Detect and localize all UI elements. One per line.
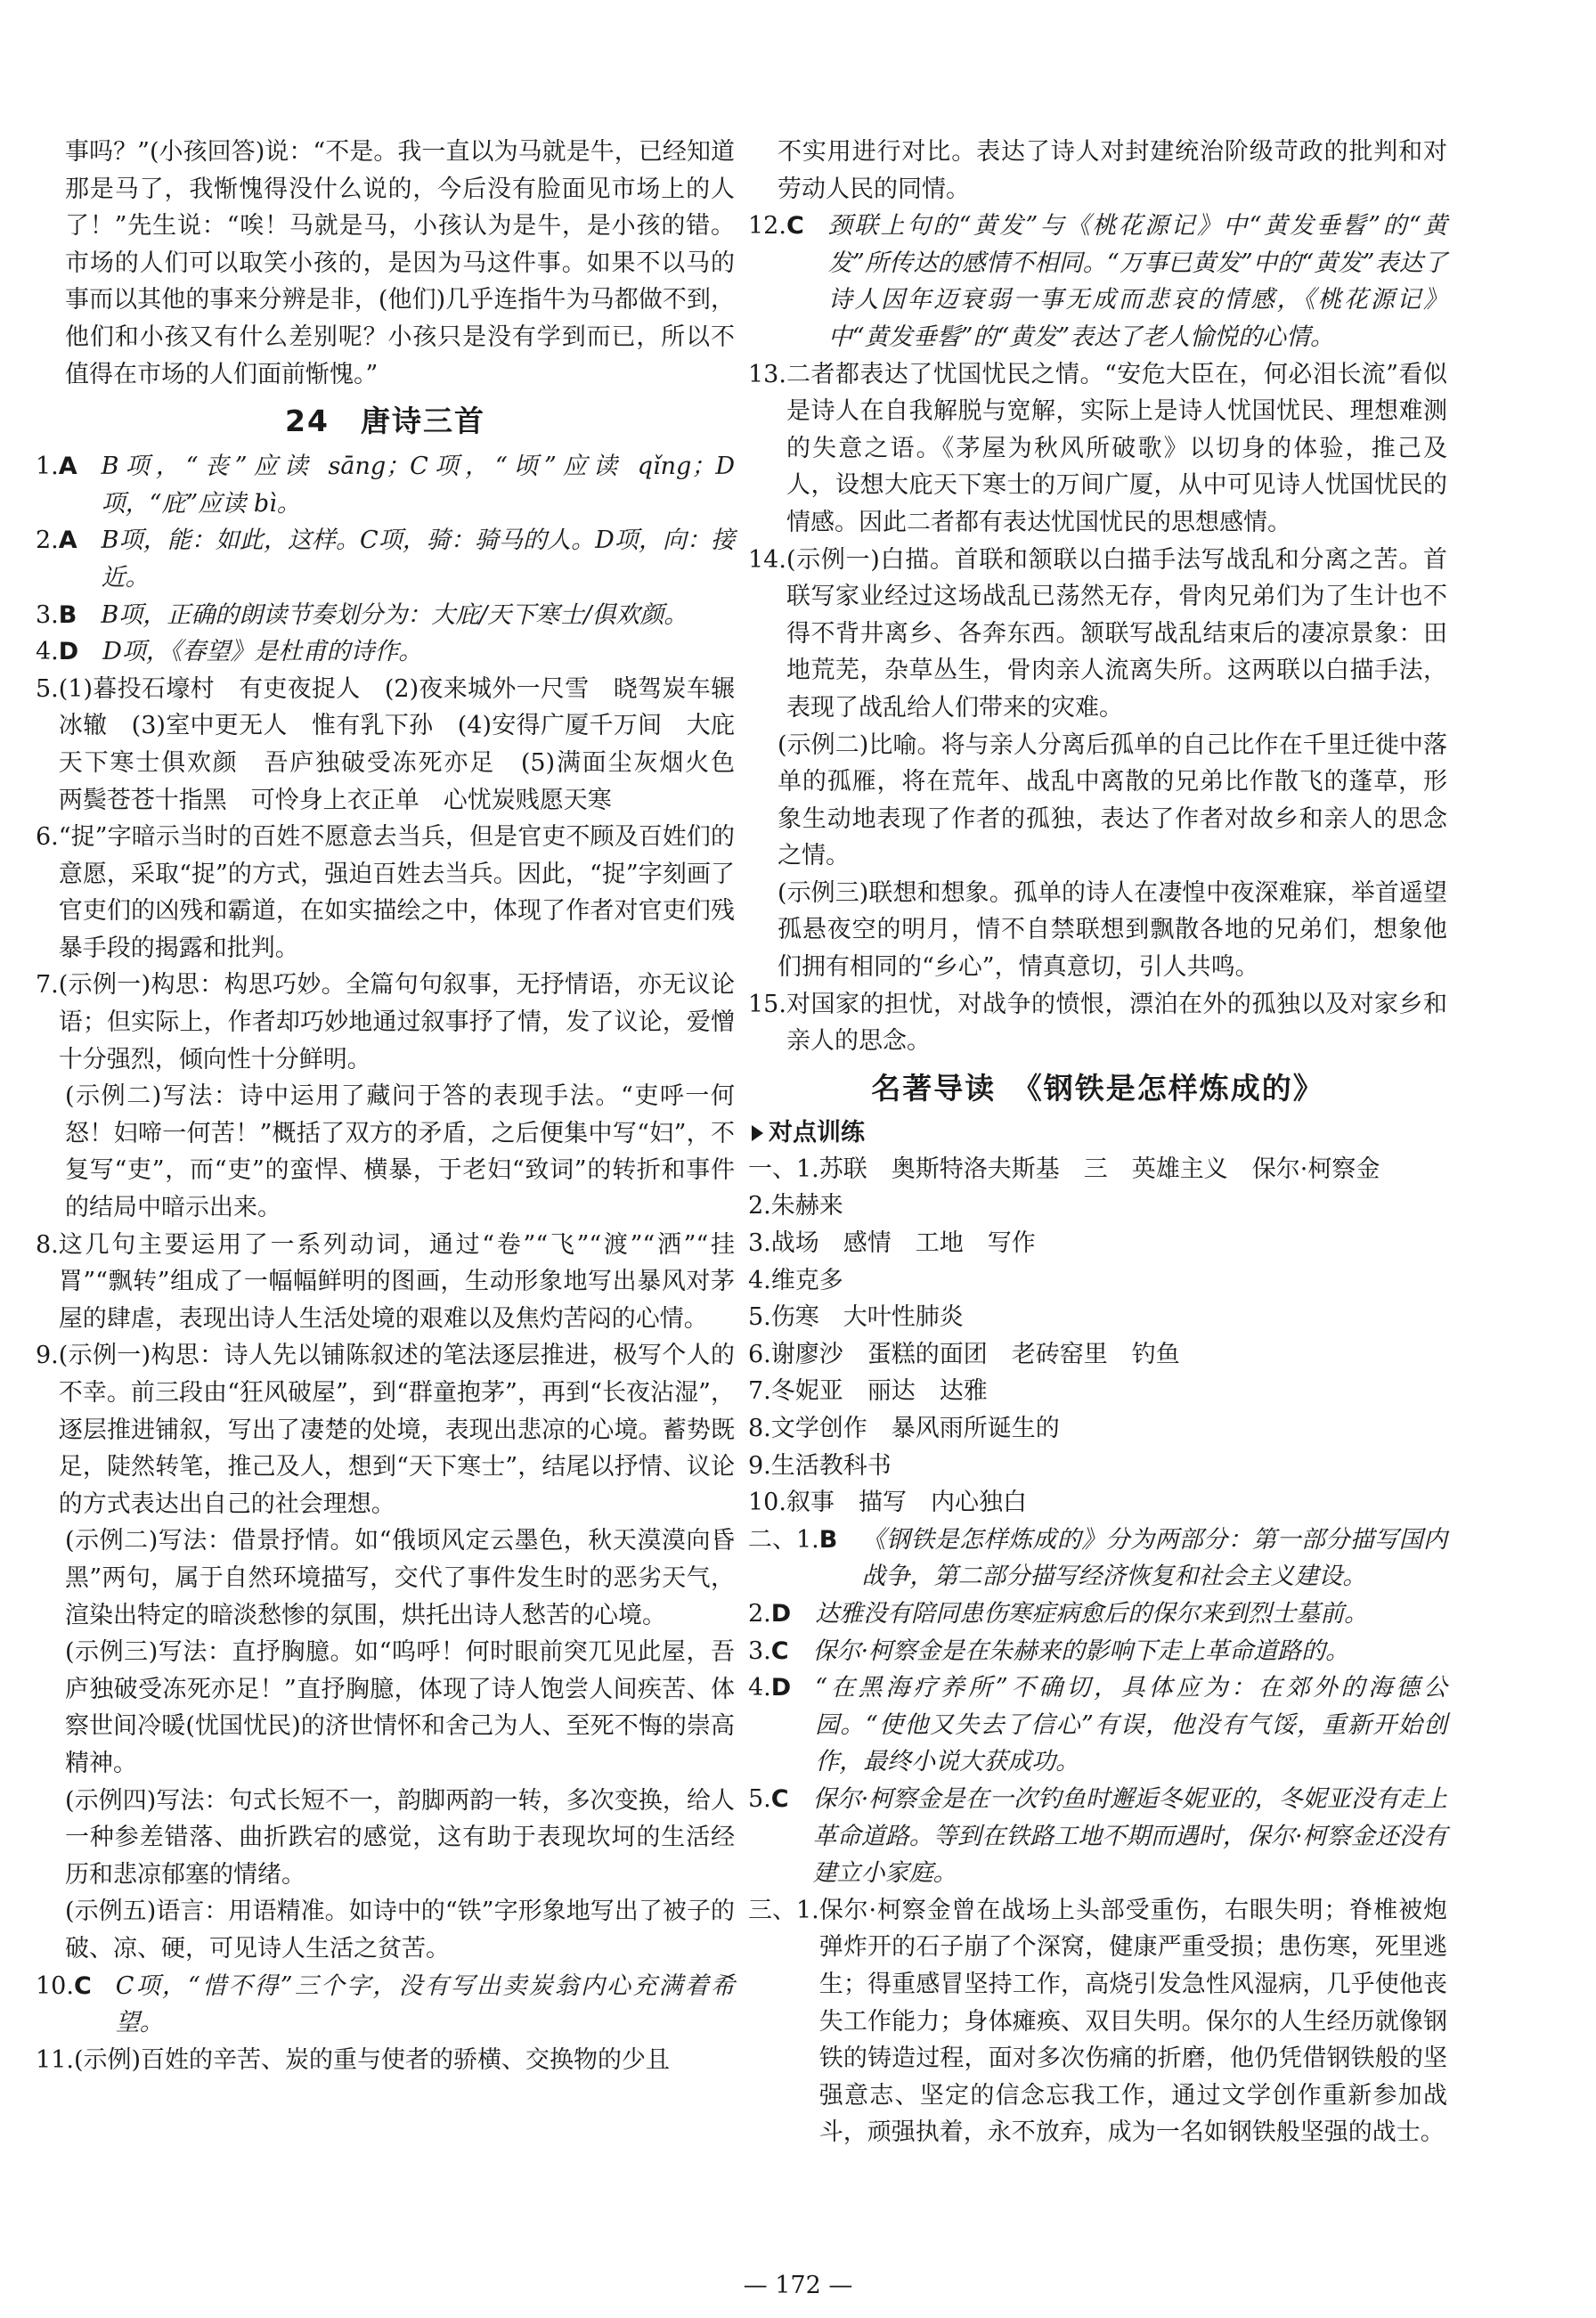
right-column: [748, 134, 1447, 2151]
fill-item: 一、1. 苏联 奥斯特洛夫斯基 三 英雄主义 保尔·柯察金: [748, 1155, 1380, 1183]
translation-paragraph: 事吗？”(小孩回答)说：“不是。我一直以为马就是牛，已经知道那是马了，我惭愧得没什么说的，今后没有脸面见市场上的人了！”先生说：“唉！马就是马，小孩认为是牛，是小孩的错。市场的人们可以取笑小孩的，是因为马这件事。如果不以马的事而以其他的事来分辨是非，(他们)几乎连指牛为马都做不到，他们和小孩又有什么差别呢？小孩只是没有学到而已，所以不值得在市场的人们面前惭愧。”: [65, 138, 735, 388]
fill-item: 8. 文学创作 暴风雨所诞生的: [748, 1415, 1060, 1442]
section-title-classic-reading: 名著导读 《钢铁是怎样炼成的》: [871, 1070, 1324, 1106]
continued-paragraph: 不实用进行对比。表达了诗人对封建统治阶级苛政的批判和对劳动人民的同情。: [778, 138, 1447, 203]
section-title-tang-poems: 24 唐诗三首: [285, 404, 485, 439]
fill-item: 9. 生活教科书: [748, 1451, 892, 1480]
example-paragraph: (示例二)比喻。将与亲人分离后孤单的自己比作在千里迁徙中落单的孤雁，将在荒年、战乱中离散的兄弟比作散飞的蓬草，形象生动地表现了作者的孤独，表达了作者对故乡和亲人的思念之情。: [778, 730, 1447, 870]
essay-item: 三、1. 保尔·柯察金曾在战场上头部受重伤，右眼失明；脊椎被炮弹炸开的石子崩了个深窝，健康严重受损；患伤寒，死里逃生；得重感冒坚持工作，高烧引发急性风湿病，几乎使他丧失工作能力；身体瘫痪、双目失明。保尔的人生经历就像钢铁的铸造过程，面对多次伤痛的折磨，他仍凭借钢铁般的坚强意志、坚定的信念忘我工作，通过文学创作重新参加战斗，顽强执着，永不放弃，成为一名如钢铁般坚强的战士。: [748, 1896, 1447, 2147]
triangle-bullet-icon: [752, 1125, 763, 1141]
example-paragraph: (示例四)写法：句式长短不一，韵脚两韵一转，多次变换，给人一种参差错落、曲折跌宕的感觉，这有助于表现坎坷的生活经历和悲凉郁塞的情绪。: [65, 1786, 735, 1889]
answer-item-14: 14. (示例一)白描。首联和颔联以白描手法写战乱和分离之苦。首联写家业经过这场战乱已荡然无存，骨肉兄弟们为了生计也不得不背井离乡、各奔东西。颔联写战乱结束后的凄凉景象：田地荒芜，杂草丛生，骨肉亲人流离失所。这两联以白描手法，表现了战乱给人们带来的灾难。: [748, 545, 1447, 722]
example-paragraph: (示例二)写法：借景抒情。如“俄顷风定云墨色，秋天漠漠向昏黑”两句，属于自然环境描写，交代了事件发生时的恶劣天气，渲染出特定的暗淡愁惨的氛围，烘托出诗人愁苦的心境。: [65, 1527, 735, 1629]
example-paragraph: (示例二)写法：诗中运用了藏问于答的表现手法。“吏呼一何怒！妇啼一何苦！”概括了双方的矛盾，之后便集中写“妇”，不复写“吏”，而“吏”的蛮悍、横暴，于老妇“致词”的转折和事件的结局中暗示出来。: [65, 1082, 735, 1222]
choice-item: 二、1.B 《钢铁是怎样炼成的》分为两部分：第一部分描写国内战争，第二部分描写经济恢复和社会主义建设。: [748, 1525, 1447, 1591]
page-number: — 172 —: [743, 2272, 853, 2299]
answer-item-9: 9. (示例一)构思：诗人先以铺陈叙述的笔法逐层推进，极写个人的不幸。前三段由“狂风破屋”，到“群童抱茅”，再到“长夜沾湿”，逐层推进铺叙，写出了凄楚的处境，表现出悲凉的心境。蓄势既足，陡然转笔，推己及人，想到“天下寒士”，结尾以抒情、议论的方式表达出自己的社会理想。: [36, 1342, 735, 1518]
left-column: [36, 134, 759, 2078]
fill-item: 6. 谢廖沙 蛋糕的面团 老砖窑里 钓鱼: [748, 1340, 1180, 1368]
choice-item: 2.D 达雅没有陪同患伤寒症病愈后的保尔来到烈士墓前。: [748, 1599, 1369, 1628]
sub-heading: 对点训练: [748, 1115, 1447, 1151]
choice-item: 5.C 保尔·柯察金是在一次钓鱼时邂逅冬妮亚的，冬妮亚没有走上革命道路。等到在铁路工地不期而遇时，保尔·柯察金还没有建立小家庭。: [748, 1784, 1447, 1888]
fill-item: 10. 叙事 描写 内心独白: [748, 1489, 1027, 1517]
answer-item-1: 1.A B项，“丧”应读 sāng；C项，“顷”应读 qǐng；D项，“庇”应读 bì。: [36, 453, 735, 518]
answer-item-13: 13. 二者都表达了忧国忧民之情。“安危大臣在，何必泪长流”看似是诗人在自我解脱与宽解，实际上是诗人忧国忧民、理想难测的失意之语。《茅屋为秋风所破歌》以切身的体验，推己及人，设想大庇天下寒士的万间广厦，从中可见诗人忧国忧民的情感。因此二者都有表达忧国忧民的思想感情。: [748, 360, 1447, 536]
answer-item-11: 11. (示例)百姓的辛苦、炭的重与使者的骄横、交换物的少且: [36, 2045, 671, 2074]
answer-item-7: 7. (示例一)构思：构思巧妙。全篇句句叙事，无抒情语，亦无议论语；但实际上，作者却巧妙地通过叙事抒了情，发了议论，爱憎十分强烈，倾向性十分鲜明。: [36, 971, 735, 1073]
fill-item: 2. 朱赫来: [748, 1192, 843, 1220]
fill-item: 4. 维克多: [748, 1266, 843, 1294]
answer-item-4: 4.D D项，《春望》是杜甫的诗作。: [36, 638, 423, 666]
answer-item-3: 3.B B项，正确的朗读节奏划分为：大庇/天下寒士/俱欢颜。: [36, 600, 688, 629]
answer-item-10: 10.C C项，“惜不得”三个字，没有写出卖炭翁内心充满着希望。: [36, 1971, 735, 2037]
fill-item: 5. 伤寒 大叶性肺炎: [748, 1303, 964, 1332]
answer-item-12: 12.C 颈联上句的“黄发”与《桃花源记》中“黄发垂髫”的“黄发”所传达的感情不相同。“万事已黄发”中的“黄发”表达了诗人因年迈衰弱一事无成而悲哀的情感，《桃花源记》中“黄发垂髫”的“黄发”表达了老人愉悦的心情。: [748, 212, 1447, 351]
answer-item-2: 2.A B项，能：如此，这样。C项，骑：骑马的人。D项，向：接近。: [36, 526, 735, 592]
answer-item-15: 15. 对国家的担忧，对战争的愤恨，漂泊在外的孤独以及对家乡和亲人的思念。: [748, 990, 1447, 1056]
answer-item-5: 5. (1)暮投石壕村 有吏夜捉人 (2)夜来城外一尺雪 晓驾炭车辗冰辙 (3)室中更无人 惟有乳下孙 (4)安得广厦千万间 大庇天下寒士俱欢颜 吾庐独破受冻死亦足 (5)满面尘灰烟火色 两鬓苍苍十指黑 可怜身上衣正单 心忧炭贱愿天寒: [36, 674, 759, 814]
example-paragraph: (示例三)写法：直抒胸臆。如“呜呼！何时眼前突兀见此屋，吾庐独破受冻死亦足！”直抒胸臆，体现了诗人饱尝人间疾苦、体察世间冷暖(忧国忧民)的济世情怀和舍己为人、至死不悔的崇高精神。: [65, 1638, 735, 1777]
choice-item: 4.D “在黑海疗养所”不确切，具体应为：在郊外的海德公园。“使他又失去了信心”有误，他没有气馁，重新开始创作，最终小说大获成功。: [748, 1674, 1447, 1776]
example-paragraph: (示例三)联想和想象。孤单的诗人在凄惶中夜深难寐，举首遥望孤悬夜空的明月，情不自禁联想到飘散各地的兄弟们，想象他们拥有相同的“乡心”，情真意切，引人共鸣。: [778, 878, 1447, 982]
answer-item-8: 8. 这几句主要运用了一系列动词，通过“卷”“飞”“渡”“洒”“挂罥”“飘转”组成了一幅幅鲜明的图画，生动形象地写出暴风对茅屋的肆虐，表现出诗人生活处境的艰难以及焦灼苦闷的心情。: [36, 1230, 735, 1333]
fill-item: 3. 战场 感情 工地 写作: [748, 1229, 1036, 1258]
example-paragraph: (示例五)语言：用语精准。如诗中的“铁”字形象地写出了被子的破、凉、硬，可见诗人生活之贫苦。: [65, 1898, 735, 1963]
fill-item: 7. 冬妮亚 丽达 达雅: [748, 1377, 988, 1406]
choice-item: 3.C 保尔·柯察金是在朱赫来的影响下走上革命道路的。: [748, 1636, 1350, 1665]
answer-item-6: 6. “捉”字暗示当时的百姓不愿意去当兵，但是官吏不顾及百姓们的意愿，采取“捉”的方式，强迫百姓去当兵。因此，“捉”字刻画了官吏们的凶残和霸道，在如实描绘之中，体现了作者对官吏们残暴手段的揭露和批判。: [36, 823, 735, 962]
